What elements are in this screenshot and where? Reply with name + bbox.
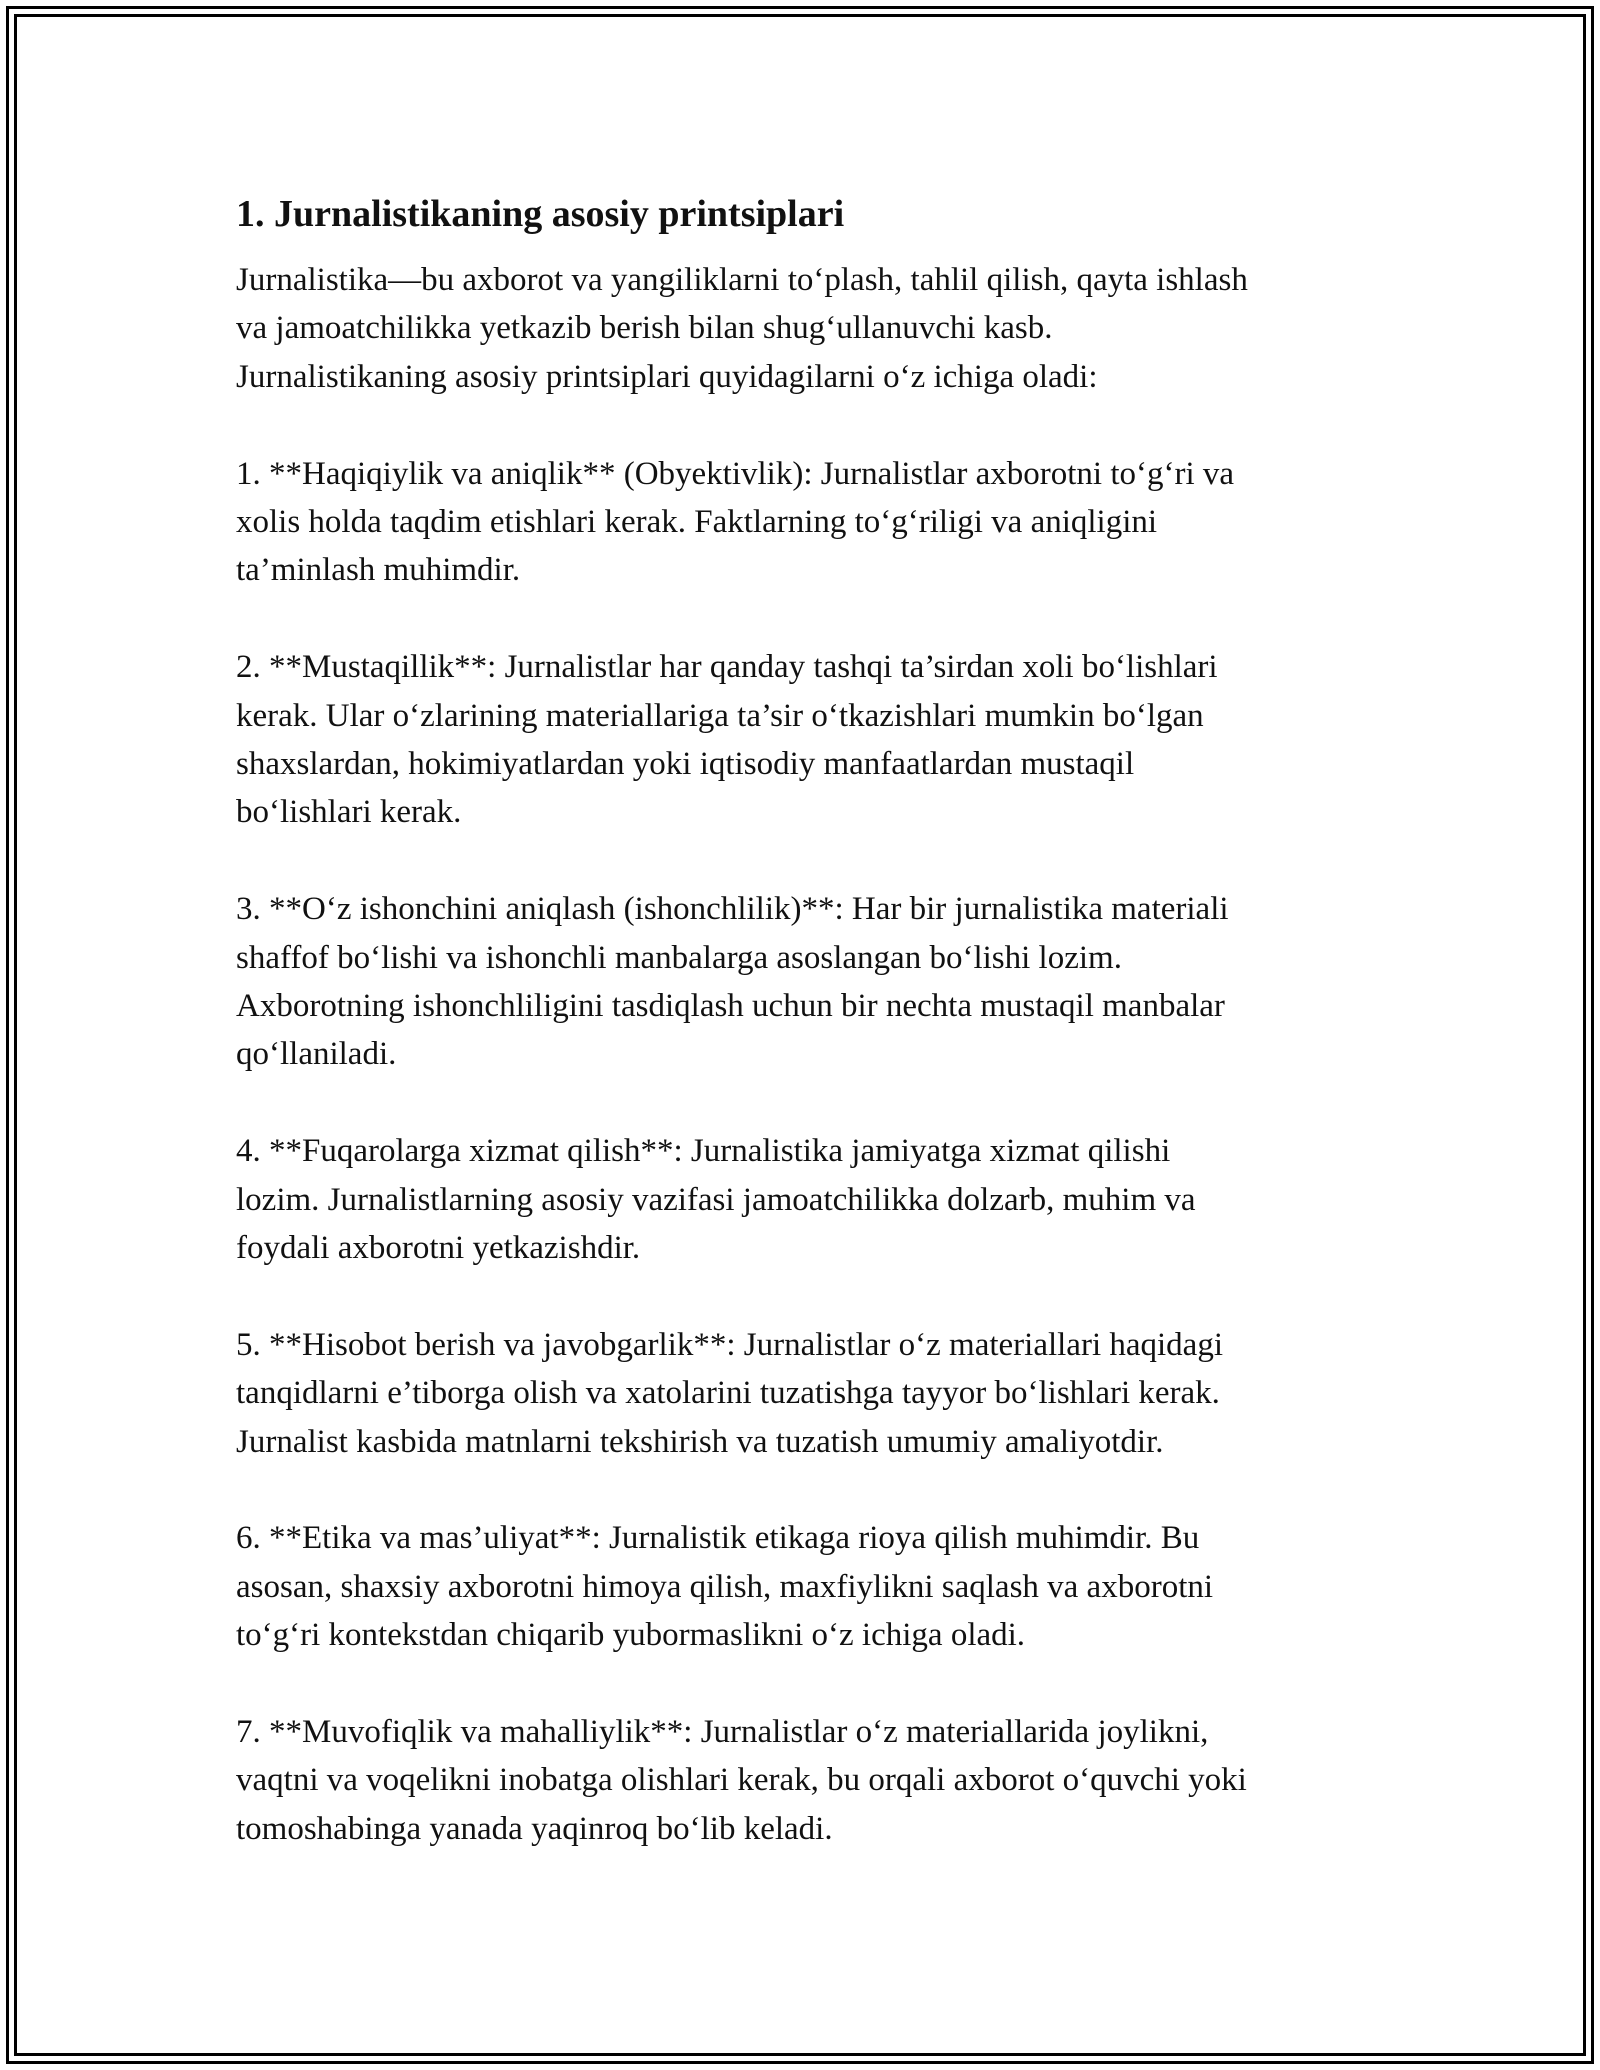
- paragraph-spacer: [236, 595, 1396, 643]
- principle-item-3: 3. **O‘z ishonchini aniqlash (ishonchlilik)**: Har bir jurnalistika materiali shaffof bo‘lishi va ishonchli manbalarga asoslangan bo‘lishi lozim. Axborotning ishonchliligini tasdiqlash uchun bir nechta mustaqil manbalar qo‘llaniladi.: [236, 891, 1229, 1073]
- principle-item-4: 4. **Fuqarolarga xizmat qilish**: Jurnalistika jamiyatga xizmat qilishi lozim. Jurnalistlarning asosiy vazifasi jamoatchilikka dolzarb, muhim va foydali axborotni yetkazishdir.: [236, 1133, 1196, 1267]
- paragraph-spacer: [236, 837, 1396, 885]
- paragraph-spacer: [236, 1272, 1396, 1320]
- document-body: [236, 186, 1396, 1853]
- principle-item-2: 2. **Mustaqillik**: Jurnalistlar har qanday tashqi ta’sirdan xoli bo‘lishlari kerak. Ular o‘zlarining materiallariga ta’sir o‘tkazishlari mumkin bo‘lgan shaxslardan, hokimiyatlardan yoki iqtisodiy manfaatlardan mustaqil bo‘lishlari kerak.: [236, 649, 1218, 831]
- document-title: 1. Jurnalistikaning asosiy printsiplari: [236, 193, 845, 235]
- principle-item-6: 6. **Etika va mas’uliyat**: Jurnalistik etikaga rioya qilish muhimdir. Bu asosan, shaxsiy axborotni himoya qilish, maxfiylikni saqlash va axborotni to‘g‘ri kontekstdan chiqarib yubormaslikni o‘z ichiga oladi.: [236, 1520, 1214, 1654]
- paragraph-spacer: [236, 1660, 1396, 1708]
- intro-paragraph: Jurnalistika—bu axborot va yangiliklarni to‘plash, tahlil qilish, qayta ishlash va jamoatchilikka yetkazib berish bilan shug‘ullanuvchi kasb. Jurnalistikaning asosiy printsiplari quyidagilarni o‘z ichiga oladi:: [236, 262, 1248, 395]
- paragraph-spacer: [236, 1079, 1396, 1127]
- principle-item-5: 5. **Hisobot berish va javobgarlik**: Jurnalistlar o‘z materiallari haqidagi tanqidlarni e’tiborga olish va xatolarini tuzatishga tayyor bo‘lishlari kerak. Jurnalist kasbida matnlarni tekshirish va tuzatish umumiy amaliyotdir.: [236, 1326, 1223, 1460]
- paragraph-spacer: [236, 1466, 1396, 1514]
- principle-item-1: 1. **Haqiqiylik va aniqlik** (Obyektivlik): Jurnalistlar axborotni to‘g‘ri va xolis holda taqdim etishlari kerak. Faktlarning to‘g‘riligi va aniqligini ta’minlash muhimdir.: [236, 455, 1235, 589]
- principle-item-7: 7. **Muvofiqlik va mahalliylik**: Jurnalistlar o‘z materiallarida joylikni, vaqtni va voqelikni inobatga olishlari kerak, bu orqali axborot o‘quvchi yoki tomoshabinga yanada yaqinroq bo‘lib keladi.: [236, 1714, 1247, 1847]
- paragraph-spacer: [236, 401, 1396, 449]
